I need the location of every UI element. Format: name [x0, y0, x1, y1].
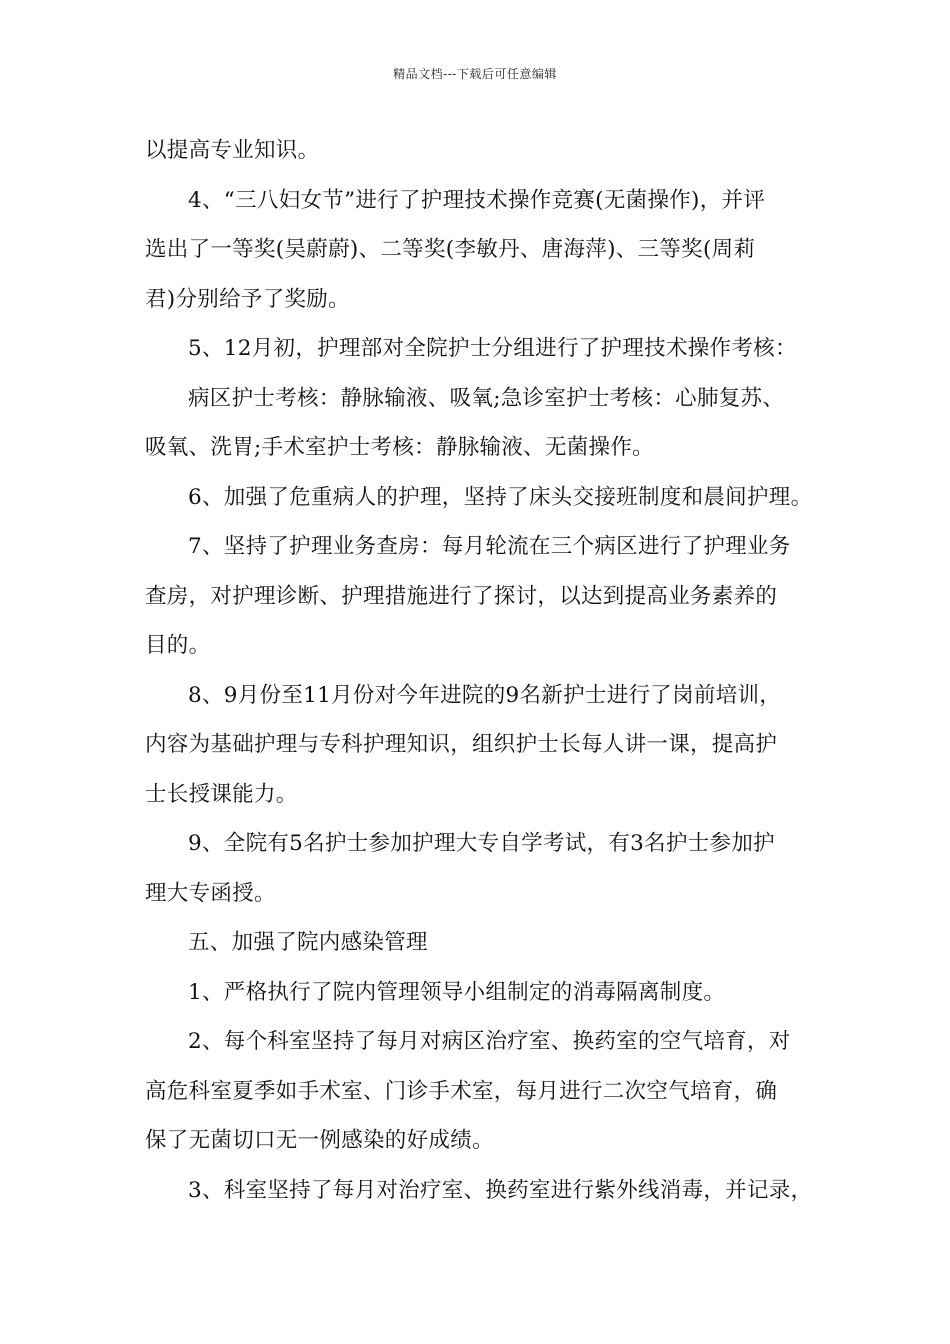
- text-line: 高危科室夏季如手术室、门诊手术室，每月进行二次空气培育，确: [145, 1078, 778, 1104]
- document-body: [145, 126, 825, 1215]
- text-line: 内容为基础护理与专科护理知识，组织护士长每人讲一课，提高护: [145, 732, 778, 757]
- text-line: 选出了一等奖(吴蔚蔚)、二等奖(李敏丹、唐海萍)、三等奖(周莉: [145, 237, 756, 262]
- text-line: 目的。: [145, 633, 211, 658]
- text-line: 保了无菌切口无一例感染的好成绩。: [145, 1128, 494, 1153]
- text-line: 4、“三八妇女节”进行了护理技术操作竞赛(无菌操作)，并评: [188, 187, 766, 213]
- text-line: 士长授课能力。: [145, 781, 298, 807]
- text-line: 病区护士考核：静脉输液、吸氧;急诊室护士考核：心肺复苏、: [188, 385, 785, 411]
- text-line: 6、加强了危重病人的护理，坚持了床头交接班制度和晨间护理。: [188, 484, 813, 510]
- text-line: 3、科室坚持了每月对治疗室、换药室进行紫外线消毒，并记录，: [188, 1177, 813, 1203]
- text-line: 君)分别给予了奖励。: [145, 286, 350, 312]
- text-line: 2、每个科室坚持了每月对病区治疗室、换药室的空气培育，对: [188, 1029, 791, 1054]
- text-line: 查房，对护理诊断、护理措施进行了探讨，以达到提高业务素养的: [145, 583, 778, 609]
- text-line: 7、坚持了护理业务查房：每月轮流在三个病区进行了护理业务: [188, 534, 791, 559]
- text-line: 以提高专业知识。: [145, 138, 320, 163]
- text-line: 5、12月初，护理部对全院护士分组进行了护理技术操作考核：: [188, 336, 797, 361]
- section-heading: 五、加强了院内感染管理: [188, 930, 428, 955]
- text-line: 9、全院有5名护士参加护理大专自学考试，有3名护士参加护: [188, 831, 775, 856]
- page-header: 精品文档---下载后可任意编辑: [393, 67, 557, 81]
- text-line: 1、严格执行了院内管理领导小组制定的消毒隔离制度。: [188, 979, 726, 1005]
- text-line: 吸氧、洗胃;手术室护士考核：静脉输液、无菌操作。: [145, 435, 654, 460]
- text-line: 理大专函授。: [145, 880, 276, 906]
- text-line: 8、9月份至11月份对今年进院的9名新护士进行了岗前培训，: [188, 682, 782, 708]
